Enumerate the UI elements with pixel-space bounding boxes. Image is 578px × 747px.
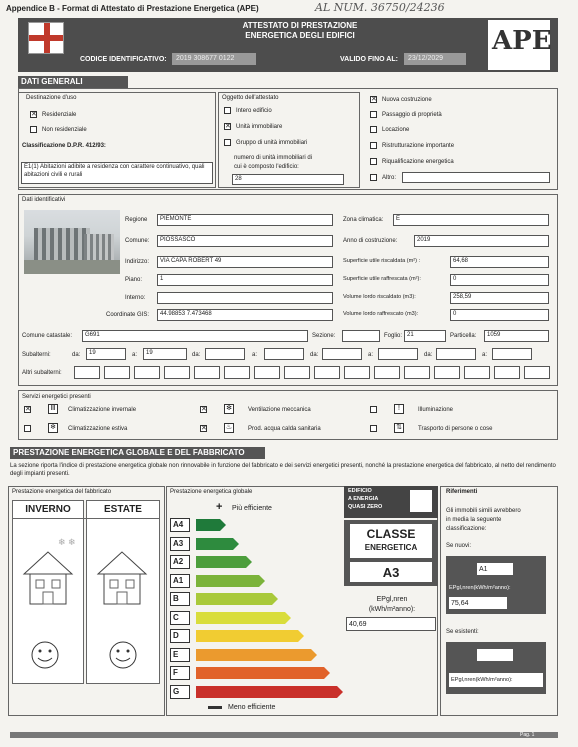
comune-catastale-label: Comune catastale: [22,333,73,339]
classificazione-label: Classificazione D.P.R. 412/93: [22,143,106,149]
altro-label: Altro: [382,175,397,181]
trasporto-label: Trasporto di persone o cose [418,426,493,432]
acqua-calda-checkbox[interactable]: ✕ [201,425,207,432]
prestazione-title: PRESTAZIONE ENERGETICA GLOBALE E DEL FABBRICATO [10,447,265,459]
sub-da-label: da: [72,352,81,358]
classe-title-box [350,524,432,558]
coordinate-label: Coordinate GIS: [106,312,150,318]
class-bar [196,612,285,624]
inverno-label: INVERNO [25,504,71,515]
oggetto-label: Oggetto dell'attestato [222,95,279,101]
sup-raff-value: 0 [450,274,549,286]
snowflake-icon: ❄ [48,423,58,433]
altri-subalterno-cell[interactable] [404,366,430,379]
class-row-a2 [170,555,340,569]
sup-risc-label: Superficie utile riscaldata (m²) : [343,258,421,264]
altri-subalterno-cell[interactable] [284,366,310,379]
interno-value [157,292,333,304]
non-residenziale-label: Non residenziale [42,127,87,133]
class-label: B [170,592,190,606]
sub-a-label-4: a: [482,352,488,358]
foglio-value: 21 [404,330,446,342]
servizi-label: Servizi energetici presenti [22,394,91,400]
numero-unita-value: 28 [232,174,344,185]
snowflake-decor-icon: ❄ ❄ [58,537,76,547]
sub-da-3[interactable] [322,348,362,360]
elevator-icon: ⇅ [394,423,404,433]
nuovi-class: A1 [476,562,514,576]
class-row-a3 [170,537,340,551]
plus-icon: + [216,501,223,513]
class-row-a4 [170,518,340,532]
class-label: A3 [170,537,190,551]
vol-risc-value: 258,59 [450,292,549,304]
class-scale [170,518,340,704]
nuova-costruzione-label: Nuova costruzione [382,97,432,103]
indirizzo-value: VIA CAPA ROBERT 49 [157,256,333,268]
energetica-label: ENERGETICA [364,543,418,552]
class-row-b [170,592,340,606]
regione-label: Regione [125,217,148,223]
dati-identificativi-label: Dati identificativi [22,197,66,203]
illuminazione-checkbox[interactable] [370,406,377,413]
minus-icon [208,706,222,709]
non-residenziale-checkbox[interactable] [30,126,37,133]
sub-da-label-4: da: [424,352,433,358]
sup-raff-label: Superficie utile raffrescata (m²): [343,276,421,282]
piu-efficiente-label: Più efficiente [232,505,272,512]
altri-subalterni-label: Altri subalterni: [22,370,62,376]
sub-a-2[interactable] [264,348,304,360]
water-tap-icon: ♨ [225,424,233,431]
region-flag-icon [28,22,64,54]
nzeb-checkbox[interactable] [410,490,432,512]
classe-box [344,520,438,586]
class-label: G [170,685,190,699]
altri-subalterno-cell[interactable] [194,366,220,379]
particella-value: 1059 [484,330,549,342]
altri-subalterno-cell[interactable] [494,366,520,379]
nuova-costruzione-checkbox[interactable]: ✕ [371,96,377,103]
gruppo-unita-checkbox[interactable] [224,139,231,146]
sup-risc-value: 64,68 [450,256,549,268]
footer-bar [10,732,558,738]
anno-label: Anno di costruzione: [343,238,398,244]
residenziale-checkbox[interactable]: ✕ [31,111,37,118]
unita-immobiliare-label: Unità immobiliare [236,124,283,130]
altri-subalterno-cell[interactable] [74,366,100,379]
smiley-winter-icon [30,640,60,670]
altri-subalterno-cell[interactable] [164,366,190,379]
piano-label: Piano: [125,277,143,283]
dati-generali-title: DATI GENERALI [18,76,128,88]
class-label: A4 [170,518,190,532]
locazione-checkbox[interactable] [370,126,377,133]
class-label: D [170,629,190,643]
valid-value: 23/12/2029 [404,53,466,65]
altri-subalterno-cell[interactable] [254,366,280,379]
regione-value: PIEMONTE [157,214,333,226]
altri-subalterno-cell[interactable] [344,366,370,379]
nuovi-ep-label: EPgl,nren(kWh/m²anno): [449,585,511,591]
sub-da-4[interactable] [436,348,476,360]
class-row-g [170,685,340,699]
sub-da-label-3: da: [310,352,319,358]
class-label: C [170,611,190,625]
comune-label: Comune: [125,238,150,244]
sezione-label: Sezione: [312,333,336,339]
class-label: A1 [170,574,190,588]
class-label: F [170,666,190,680]
main-title: ATTESTATO DI PRESTAZIONE [242,21,358,30]
house-winter-icon [22,548,74,608]
servizi-frame [18,390,558,440]
vol-raff-value: 0 [450,309,549,321]
altri-subalterno-cell[interactable] [104,366,130,379]
comune-value: PIOSSASCO [157,235,333,247]
epgl-unit: (kWh/m²anno): [368,606,416,613]
class-row-f [170,666,340,680]
riqualificazione-label: Riqualificazione energetica [382,159,454,165]
sub-a-3[interactable] [378,348,418,360]
riferimenti-text-3: classificazione: [446,526,487,532]
foglio-label: Foglio: [384,333,403,339]
altri-subalterno-cell[interactable] [374,366,400,379]
sub-da-2[interactable] [205,348,245,360]
clim-estiva-checkbox[interactable] [24,425,31,432]
class-label: E [170,648,190,662]
altri-subalterno-cell[interactable] [524,366,550,379]
page-number: Pag. 1 [520,732,535,738]
altro-input[interactable] [402,172,550,183]
clim-estiva-label: Climatizzazione estiva [68,426,128,432]
class-row-d [170,629,340,643]
ventilazione-label: Ventilazione meccanica [248,407,311,413]
gruppo-unita-label: Gruppo di unità immobiliari [236,140,308,146]
vol-raff-label: Volume lordo raffrescato (m3): [343,311,419,317]
riferimenti-text-1: Gli immobili simili avrebbero [446,508,521,514]
sub-a-value: 19 [143,348,187,360]
anno-value: 2019 [414,235,549,247]
piano-value: 1 [157,274,333,286]
class-row-a1 [170,574,340,588]
class-row-c [170,611,340,625]
ventilazione-checkbox[interactable]: ✕ [201,406,207,413]
fan-icon: ✻ [224,404,234,414]
esistenti-box [446,642,546,694]
clim-invernale-checkbox[interactable]: ✕ [25,406,31,413]
nuovi-box [446,556,546,614]
indirizzo-label: Indirizzo: [125,259,150,265]
zona-label: Zona climatica: [343,217,384,223]
riqualificazione-checkbox[interactable] [370,158,377,165]
ristrutturazione-label: Ristrutturazione importante [382,143,455,149]
fabbricato-label: Prestazione energetica del fabbricato [12,489,112,495]
altri-subalterno-cell[interactable] [134,366,160,379]
esistenti-label: Se esistenti: [446,629,479,635]
clim-invernale-label: Climatizzazione invernale [68,407,137,413]
altro-checkbox[interactable] [370,174,377,181]
ape-logo: APE [488,20,550,70]
meno-efficiente-label: Meno efficiente [228,704,276,711]
radiator-icon: Ⅲ [48,404,58,414]
residenziale-label: Residenziale [42,112,77,118]
main-subtitle: ENERGETICA DEGLI EDIFICI [245,31,355,40]
intero-edificio-label: Intero edificio [236,108,272,114]
intero-edificio-checkbox[interactable] [224,107,231,114]
passaggio-proprieta-checkbox[interactable] [370,111,377,118]
acqua-calda-label: Prod. acqua calda sanitaria [248,426,321,432]
numero-unita-label-2: cui è composto l'edificio: [234,164,299,170]
prestazione-desc: La sezione riporta l'indice di prestazione energetica globale non rinnovabile in funzione del fabbricato e dei servizi energetici presenti, nonché la prestazione energetica del fabbricato, al netto del rendimento degli impianti presenti. [10,463,556,478]
code-label: CODICE IDENTIFICATIVO: [80,56,167,63]
altri-subalterno-cell[interactable] [464,366,490,379]
sezione-value [342,330,380,342]
valid-label: VALIDO FINO AL: [340,56,398,63]
sub-a-label-3: a: [368,352,374,358]
class-bar [196,649,311,661]
classe-value: A3 [382,565,400,580]
class-bar [196,593,272,605]
unita-immobiliare-checkbox[interactable]: ✕ [225,123,231,130]
zona-value: E [393,214,549,226]
house-summer-icon [96,548,148,608]
classe-label: CLASSE [366,527,416,541]
handwritten-protocol-number: AL NUM. 36750/24236 [315,1,445,14]
trasporto-checkbox[interactable] [370,425,377,432]
class-bar [196,630,298,642]
nuovi-ep-value: 75,64 [448,596,508,610]
sub-da-label-2: da: [192,352,201,358]
globale-label: Prestazione energetica globale [170,489,253,495]
illuminazione-label: Illuminazione [418,407,454,413]
nuovi-label: Se nuovi: [446,543,472,549]
particella-label: Particella: [450,333,477,339]
esistenti-class [476,648,514,662]
lightbulb-icon: ! [394,404,404,414]
interno-label: Interno: [125,295,146,301]
classificazione-value: E1(1) Abitazioni adibite a residenza con carattere continuativo, quali abitazioni civili e rurali [21,162,213,184]
class-bar [196,556,246,568]
sub-a-label-2: a: [252,352,258,358]
panel-divider [12,518,160,519]
class-bar [196,538,233,550]
passaggio-proprieta-label: Passaggio di proprietà [382,112,442,118]
locazione-label: Locazione [382,127,410,133]
altri-subalterni-cells [74,366,554,380]
coordinate-value: 44.98853 7.473468 [157,309,333,321]
sub-a-label: a: [132,352,138,358]
class-bar [196,667,324,679]
vol-risc-label: Volume lordo riscaldato (m3): [343,294,416,300]
destinazione-label: Destinazione d'uso [26,95,77,101]
altri-subalterno-cell[interactable] [434,366,460,379]
nzeb-box: EDIFICIO A ENERGIA QUASI ZERO [344,486,438,518]
epgl-value: 40,69 [346,617,436,631]
numero-unita-label-1: numero di unità immobiliari di [234,155,313,161]
appendix-title: Appendice B - Format di Attestato di Prestazione Energetica (APE) [6,4,259,13]
sub-a-4[interactable] [492,348,532,360]
smiley-summer-icon [108,640,138,670]
class-label: A2 [170,555,190,569]
esistenti-ep-label: EPgl,nren(kWh/m²anno): [448,672,544,688]
epgl-label: EPgl,nren [376,596,408,603]
ristrutturazione-checkbox[interactable] [370,142,377,149]
class-row-e [170,648,340,662]
sub-da-value: 19 [86,348,126,360]
building-photo [24,210,120,274]
code-value: 2019 308677 0122 [172,53,256,65]
comune-catastale-value: G691 [82,330,308,342]
class-bar [196,575,259,587]
altri-subalterno-cell[interactable] [314,366,340,379]
subalterni-label: Subalterni: [22,352,51,358]
class-bar [196,519,220,531]
class-bar [196,686,337,698]
riferimenti-text-2: in media la seguente [446,517,502,523]
estate-label: ESTATE [104,504,142,515]
classe-value-box [350,562,432,582]
riferimenti-label: Riferimenti [446,489,478,495]
altri-subalterno-cell[interactable] [224,366,250,379]
